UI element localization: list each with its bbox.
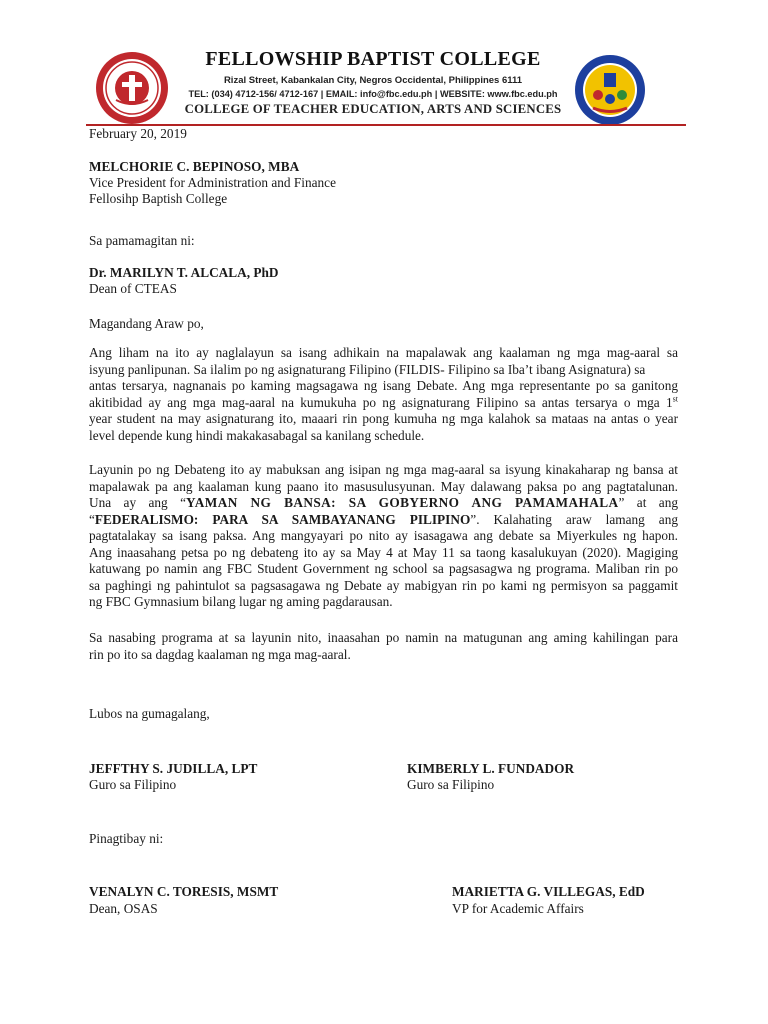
paragraph-line: isyung panlipunan. Sa ilalim po ng asignaturang Filipino (FILDIS- Filipino sa Iba’t ibang Asignatura) sa — [89, 361, 646, 377]
paragraph-line — [89, 495, 678, 512]
signatory-1-name: JEFFTHY S. JUDILLA, LPT — [89, 761, 258, 776]
paragraph-line: katuwang po namin ang FBC Student Government ng school sa pagsasagwa ng programa. Maliban rin po — [89, 561, 678, 576]
paragraph-1 — [89, 345, 678, 444]
signatory-2-name: KIMBERLY L. FUNDADOR — [407, 761, 575, 776]
letter-date: February 20, 2019 — [89, 126, 187, 141]
paragraph-line: pagtatalakay sa isang paksa. Ang mangyayari po nito ay isasagawa ang debate sa Miyerkules ng hapon. — [89, 528, 678, 543]
paragraph-line: Layunin po ng Debateng ito ay mabuksan ang isipan ng mga mag-aaral sa isyung kinakaharap ng bansa at — [89, 462, 678, 477]
college-seal-icon — [94, 50, 170, 126]
paragraph-line: Ang liham na ito ay naglalayun sa isang adhikain na mapalawak ang kaalaman ng mga mag-aaral sa — [89, 345, 678, 360]
endorser-1-name: VENALYN C. TORESIS, MSMT — [89, 884, 279, 899]
paragraph-text: akitibidad ay ang mga mag-aaral na kumukuha po ng asignaturang Filipino sa antas tersarya o mga 1 — [89, 394, 673, 410]
recipient-org: Fellosihp Baptish College — [89, 191, 228, 206]
paragraph-line: mapalawak pa ang kaalaman kung paano ito masusulusyunan. May dalawang paksa po ang pagtatalunan. — [89, 478, 678, 494]
paragraph-line: Sa nasabing programa at sa layunin nito, inaasahan po namin na matugunan ang aming kahilingan para — [89, 630, 678, 645]
via-title: Dean of CTEAS — [89, 281, 177, 296]
paragraph-line: ng FBC Gymnasium bilang lugar ng aming pagdarausan. — [89, 594, 393, 609]
paragraph-line: Ang inaasahang petsa po ng debateng ito ay sa May 4 at May 11 sa taong kasalukuyan (2020). Magiging — [89, 544, 678, 560]
via-label: Sa pamamagitan ni: — [89, 233, 195, 248]
department-name: COLLEGE OF TEACHER EDUCATION, ARTS AND SCIENCES — [184, 102, 562, 116]
paragraph-line — [89, 512, 678, 529]
paragraph-text: Una ay ang “ — [89, 495, 186, 510]
college-address: Rizal Street, Kabankalan City, Negros Occidental, Philippines 6111 — [223, 75, 523, 86]
recipient-title: Vice President for Administration and Finance — [89, 175, 336, 190]
paragraph-3 — [89, 630, 678, 663]
paragraph-line: rin po ito sa dagdag kaalaman ng mga mag-aaral. — [89, 646, 351, 662]
debate-topic-2: FEDERALISMO: PARA SA SAMBAYANANG PILIPINO — [94, 511, 471, 527]
paragraph-line — [89, 395, 678, 412]
endorsed-label: Pinagtibay ni: — [89, 831, 164, 846]
ordinal-suffix: st — [672, 394, 678, 404]
endorser-2-name: MARIETTA G. VILLEGAS, EdD — [452, 884, 645, 899]
college-name: FELLOWSHIP BAPTIST COLLEGE — [205, 48, 541, 70]
cteas-logo-icon — [573, 53, 647, 127]
greeting: Magandang Araw po, — [89, 316, 204, 331]
paragraph-line: level depende kung hindi makakasabagal sa kanilang schedule. — [89, 427, 425, 443]
endorser-2-role: VP for Academic Affairs — [452, 901, 584, 916]
closing: Lubos na gumagalang, — [89, 706, 210, 721]
endorser-1-role: Dean, OSAS — [89, 901, 158, 916]
paragraph-line: year student na may asignaturang ito, maaari rin pong kumuha ng mga kalahok sa mataas na antas o year — [89, 411, 678, 426]
paragraph-text: ”. Kalahating araw lamang ang — [470, 511, 678, 527]
paragraph-line: antas tersarya, nagnanais po kaming magsagawa ng isang Debate. Ang mga representante po sa ganitong — [89, 378, 678, 393]
paragraph-2 — [89, 462, 678, 611]
signatory-2-role: Guro sa Filipino — [407, 777, 495, 792]
paragraph-text: “ — [89, 511, 95, 527]
via-name: Dr. MARILYN T. ALCALA, PhD — [89, 265, 279, 280]
paragraph-line: sa paghingi ng pahintulot sa pagsasagawa ng Debate ay mabigyan rin po kami ng permisyon sa paggamit — [89, 577, 678, 593]
debate-topic-1: YAMAN NG BANSA: SA GOBYERNO ANG PAMAMAHALA — [186, 495, 619, 510]
college-contact: TEL: (034) 4712-156/ 4712-167 | EMAIL: info@fbc.edu.ph | WEBSITE: www.fbc.edu.ph — [188, 89, 558, 99]
paragraph-text: ” at ang — [618, 495, 678, 510]
signatory-1-role: Guro sa Filipino — [89, 777, 177, 792]
recipient-name: MELCHORIE C. BEPINOSO, MBA — [89, 159, 300, 174]
